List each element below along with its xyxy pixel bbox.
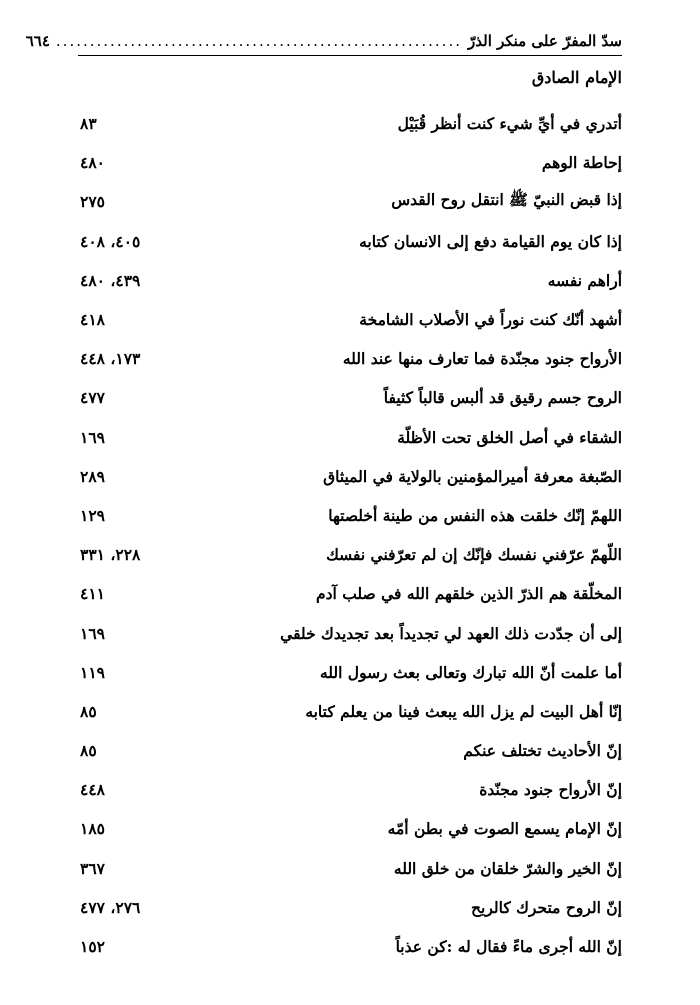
entry-text: أراهم نفسه bbox=[547, 270, 622, 290]
index-entry bbox=[78, 849, 622, 888]
entry-pages: ٨٣ bbox=[80, 114, 97, 134]
entry-text: إنّ الإمام يسمع الصوت في بطن أمّه bbox=[387, 819, 622, 839]
entry-pages: ١٦٩ bbox=[80, 623, 105, 643]
entry-text: اللهمّ إنّك خلقت هذه النفس من طينة أخلصتها bbox=[328, 505, 622, 525]
entry-pages: ٤٠٥، ٤٠٨ bbox=[80, 231, 141, 251]
entry-text: الصّبغة معرفة أميرالمؤمنين بالولاية في الميثاق bbox=[323, 466, 622, 486]
entry-pages: ٢٢٨، ٣٣١ bbox=[80, 545, 141, 565]
page-number: ٦٦٤ bbox=[25, 32, 50, 50]
entry-pages: ٤١١ bbox=[80, 584, 105, 604]
entry-pages: ٤٣٩، ٤٨٠ bbox=[80, 270, 141, 290]
entry-text: الأرواح جنود مجنّدة فما تعارف منها عند الله bbox=[342, 349, 622, 369]
index-entry bbox=[78, 418, 622, 457]
index-entry bbox=[78, 731, 622, 770]
entry-text: إنّ الله أجرى ماءً فقال له :كن عذباً bbox=[395, 937, 622, 957]
entry-text: إحاطة الوهم bbox=[541, 153, 622, 173]
book-title: سدّ المفرّ على منكر الذرّ bbox=[468, 32, 622, 50]
entry-text: الشقاء في أصل الخلق تحت الأظلّة bbox=[397, 427, 622, 447]
entry-pages: ١٥٢ bbox=[80, 937, 105, 957]
entry-pages: ١٦٩ bbox=[80, 427, 105, 447]
entry-pages: ٢٨٩ bbox=[80, 466, 105, 486]
entry-pages: ٨٥ bbox=[80, 701, 97, 721]
entry-pages: ١٧٣، ٤٤٨ bbox=[80, 349, 141, 369]
entry-text: اللّهمّ عرّفني نفسك فإنّك إن لم تعرّفني نفسك bbox=[326, 545, 622, 565]
index-entry bbox=[78, 770, 622, 809]
entry-pages: ٤٧٧ bbox=[80, 388, 105, 408]
index-entry bbox=[78, 496, 622, 535]
index-entry bbox=[78, 339, 622, 378]
entry-pages: ١٢٩ bbox=[80, 505, 105, 525]
entry-pages: ٨٥ bbox=[80, 741, 97, 761]
entry-pages: ١١٩ bbox=[80, 662, 105, 682]
index-list bbox=[78, 104, 622, 966]
section-title: الإمام الصادق bbox=[531, 68, 622, 87]
index-entry bbox=[78, 182, 622, 221]
entry-text: إذا كان يوم القيامة دفع إلى الانسان كتابه bbox=[359, 231, 622, 251]
index-entry bbox=[78, 927, 622, 966]
entry-text: الروح جسم رقيق قد ألبس قالباً كثيفاً bbox=[383, 388, 622, 408]
index-entry bbox=[78, 300, 622, 339]
index-entry bbox=[78, 378, 622, 417]
entry-text: المخلّقة هم الذرّ الذين خلقهم الله في صلب آدم bbox=[316, 584, 622, 604]
entry-text: إذا قبض النبيّ ﷺ انتقل روح القدس bbox=[391, 190, 622, 210]
entry-text: أشهد أنّك كنت نوراً في الأصلاب الشامخة bbox=[359, 310, 622, 330]
index-entry bbox=[78, 613, 622, 652]
entry-text: أما علمت أنّ الله تبارك وتعالى بعث رسول الله bbox=[319, 662, 622, 682]
index-entry bbox=[78, 143, 622, 182]
entry-pages: ١٨٥ bbox=[80, 819, 105, 839]
index-entry bbox=[78, 457, 622, 496]
running-header bbox=[25, 22, 622, 56]
entry-pages: ٤٨٠ bbox=[80, 153, 105, 173]
entry-pages: ٤٤٨ bbox=[80, 780, 105, 800]
entry-text: إنّا أهل البيت لم يزل الله يبعث فينا من يعلم كتابه bbox=[305, 701, 622, 721]
entry-text: إنّ الأحاديث تختلف عنكم bbox=[463, 741, 622, 761]
index-entry bbox=[78, 888, 622, 927]
entry-pages: ٤١٨ bbox=[80, 310, 105, 330]
entry-pages: ٣٦٧ bbox=[80, 858, 105, 878]
index-entry bbox=[78, 653, 622, 692]
index-entry bbox=[78, 104, 622, 143]
index-entry bbox=[78, 692, 622, 731]
index-entry bbox=[78, 222, 622, 261]
entry-pages: ٢٧٥ bbox=[80, 192, 105, 212]
index-entry bbox=[78, 261, 622, 300]
index-entry bbox=[78, 574, 622, 613]
index-entry bbox=[78, 809, 622, 848]
entry-text: إنّ الأرواح جنود مجنّدة bbox=[479, 780, 622, 800]
entry-pages: ٢٧٦، ٤٧٧ bbox=[80, 897, 141, 917]
index-entry bbox=[78, 535, 622, 574]
entry-text: إنّ الروح متحرك كالريح bbox=[471, 897, 622, 917]
entry-text: إلى أن جدّدت ذلك العهد لي تجديداً بعد تجديدك خلقي bbox=[280, 623, 622, 643]
entry-text: أتدري في أيِّ شيء كنت أنظر قُبَيْل bbox=[397, 114, 622, 134]
leader-dots: ............................................................ bbox=[55, 32, 462, 50]
entry-text: إنّ الخير والشرّ خلقان من خلق الله bbox=[393, 858, 622, 878]
